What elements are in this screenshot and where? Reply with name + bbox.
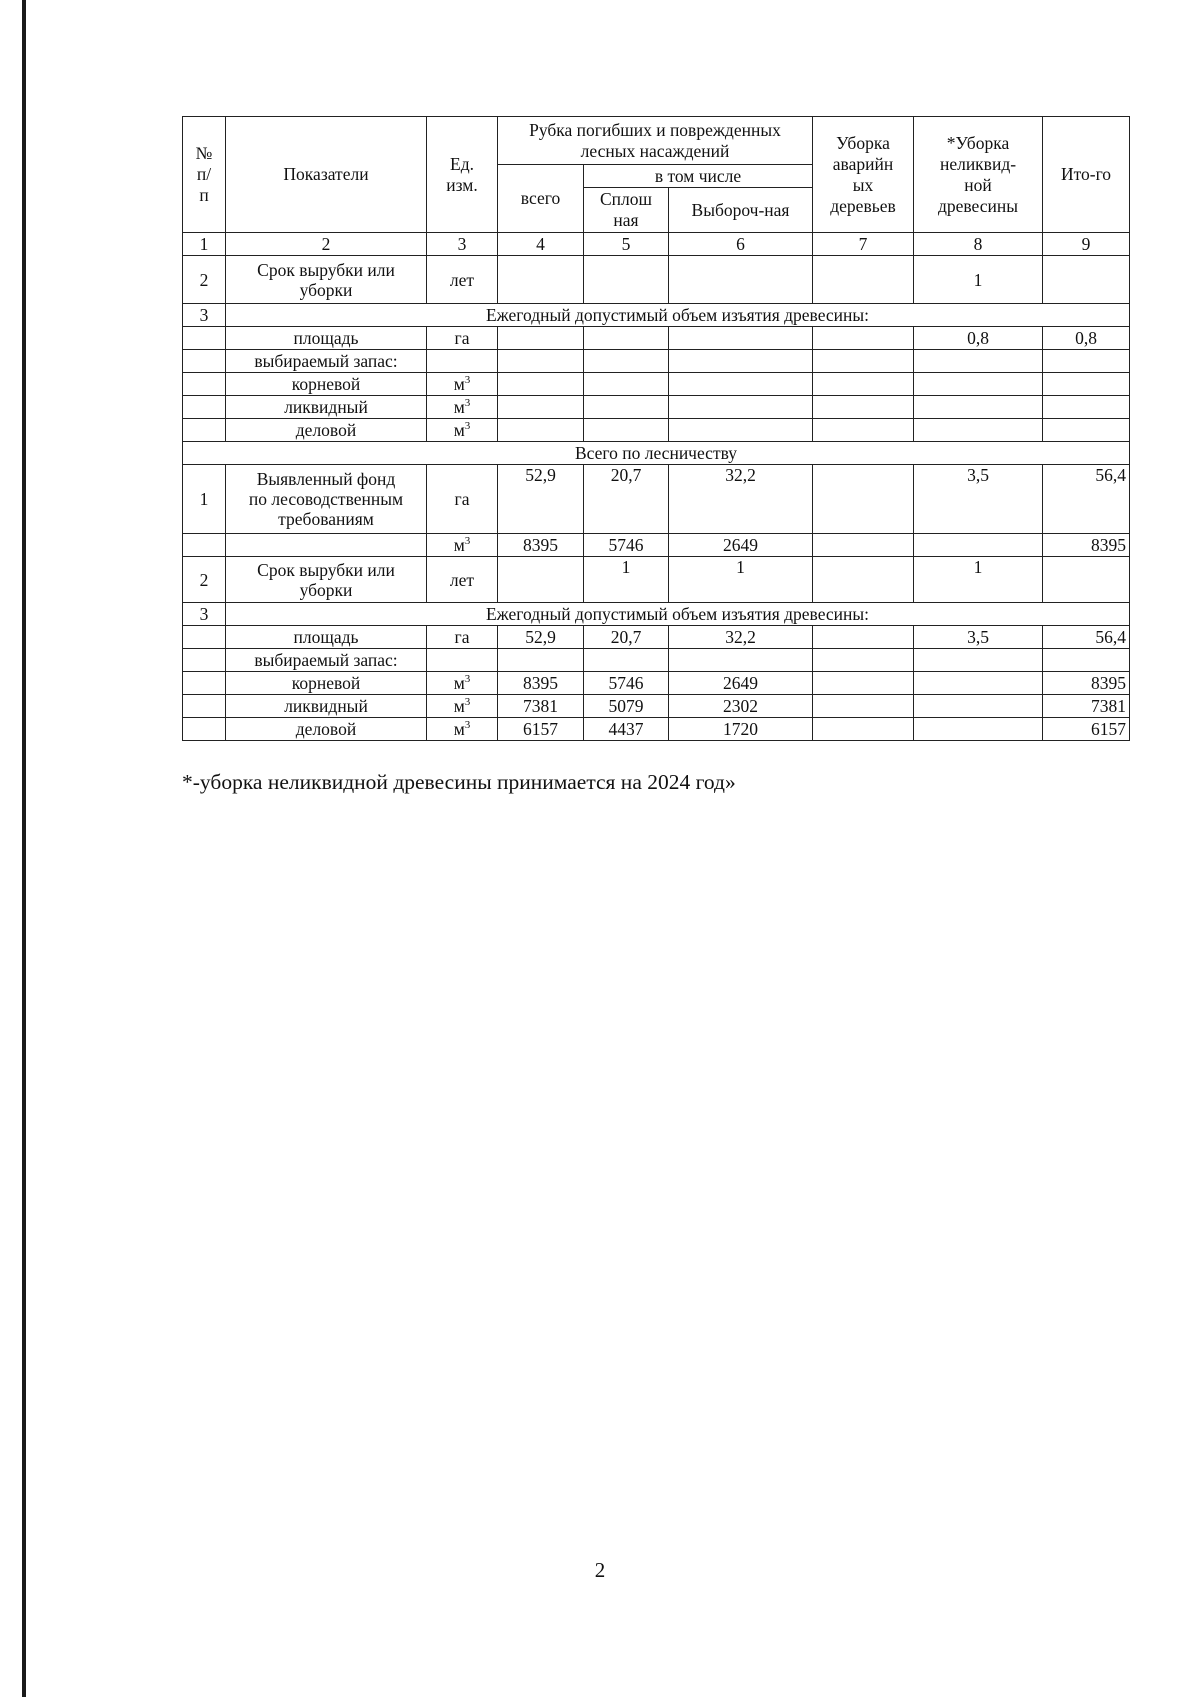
s2-annual-row xyxy=(183,603,1130,626)
s2-business-row xyxy=(183,718,1130,741)
s1-term-row xyxy=(183,256,1130,304)
cell-value: 5746 xyxy=(584,672,669,695)
s2-root-row xyxy=(183,672,1130,695)
cell-value: 2649 xyxy=(669,672,813,695)
column-number-row xyxy=(183,233,1130,256)
s2-stock-row xyxy=(183,649,1130,672)
total-title: Всего по лесничеству xyxy=(183,442,1130,465)
row-unit: га xyxy=(427,626,498,649)
header-illiquid: *Уборка неликвид- ной древесины xyxy=(914,117,1043,233)
row-num: 3 xyxy=(183,603,226,626)
colnum: 9 xyxy=(1043,233,1130,256)
s2-area-row xyxy=(183,626,1130,649)
row-label: деловой xyxy=(226,718,427,741)
scan-edge-line xyxy=(22,0,26,1697)
colnum: 5 xyxy=(584,233,669,256)
row-label: площадь xyxy=(226,327,427,350)
colnum: 7 xyxy=(813,233,914,256)
header-row-1 xyxy=(183,117,1130,165)
row-unit: $м^3$ xyxy=(427,718,498,741)
cell-value: 32,2 xyxy=(669,626,813,649)
colnum: 4 xyxy=(498,233,584,256)
row-label: выбираемый запас: xyxy=(226,350,427,373)
row-unit: га xyxy=(427,465,498,534)
header-sum: Ито-го xyxy=(1043,117,1130,233)
header-num: № п/ п xyxy=(183,117,226,233)
cell-value: 32,2 xyxy=(669,465,813,534)
row-unit: $м^3$ xyxy=(427,672,498,695)
row-label: Срок вырубки или уборки xyxy=(226,256,427,304)
header-including: в том числе xyxy=(584,165,813,188)
s2-fund-row xyxy=(183,465,1130,534)
s2-term-row xyxy=(183,557,1130,603)
cell-value: 7381 xyxy=(498,695,584,718)
cell-value xyxy=(1043,557,1130,603)
cell-c8: 1 xyxy=(914,256,1043,304)
colnum: 6 xyxy=(669,233,813,256)
s1-stock-row xyxy=(183,350,1130,373)
footnote: *-уборка неликвидной древесины принимается на 2024 год» xyxy=(182,770,736,794)
colnum: 1 xyxy=(183,233,226,256)
cell-value xyxy=(914,672,1043,695)
cell-value: 8395 xyxy=(1043,672,1130,695)
header-cutting-group: Рубка погибших и поврежденных лесных насаждений xyxy=(498,117,813,165)
row-label: Срок вырубки или уборки xyxy=(226,557,427,603)
cell-value: 1 xyxy=(669,557,813,603)
row-unit: $м^3$ xyxy=(427,419,498,442)
cell-value: 52,9 xyxy=(498,465,584,534)
row-label: выбираемый запас: xyxy=(226,649,427,672)
cell-value xyxy=(813,534,914,557)
cell-value: 6157 xyxy=(498,718,584,741)
cell-value xyxy=(813,557,914,603)
row-unit: га xyxy=(427,327,498,350)
s2-annual-label: Ежегодный допустимый объем изъятия древесины: xyxy=(226,603,1130,626)
cell-value xyxy=(914,718,1043,741)
row-label: ликвидный xyxy=(226,396,427,419)
cell-value: 8395 xyxy=(498,672,584,695)
colnum: 3 xyxy=(427,233,498,256)
cell-value: 3,5 xyxy=(914,465,1043,534)
cell-c8: 0,8 xyxy=(914,327,1043,350)
row-unit: лет xyxy=(427,557,498,603)
colnum: 8 xyxy=(914,233,1043,256)
cell-value: 2302 xyxy=(669,695,813,718)
row-unit: $м^3$ xyxy=(427,695,498,718)
row-unit: $м^3$ xyxy=(427,534,498,557)
s2-liquid-row xyxy=(183,695,1130,718)
cell-value xyxy=(914,534,1043,557)
row-unit: $м^3$ xyxy=(427,373,498,396)
header-total: всего xyxy=(498,165,584,233)
s1-business-row xyxy=(183,419,1130,442)
row-label: Выявленный фонд по лесоводственным требованиям xyxy=(226,465,427,534)
cell-value xyxy=(813,626,914,649)
cell-value: 4437 xyxy=(584,718,669,741)
cell-value: 5079 xyxy=(584,695,669,718)
s1-annual-label: Ежегодный допустимый объем изъятия древесины: xyxy=(226,304,1130,327)
cell-value: 8395 xyxy=(498,534,584,557)
row-num: 2 xyxy=(183,256,226,304)
cell-value: 1 xyxy=(584,557,669,603)
cell-value: 52,9 xyxy=(498,626,584,649)
cell-value: 20,7 xyxy=(584,626,669,649)
row-num: 3 xyxy=(183,304,226,327)
colnum: 2 xyxy=(226,233,427,256)
cell-c9: 0,8 xyxy=(1043,327,1130,350)
s1-root-row xyxy=(183,373,1130,396)
row-num: 1 xyxy=(183,465,226,534)
header-emergency: Уборка аварийн ых деревьев xyxy=(813,117,914,233)
row-label: ликвидный xyxy=(226,695,427,718)
header-indicators: Показатели xyxy=(226,117,427,233)
cell-value: 2649 xyxy=(669,534,813,557)
row-label: корневой xyxy=(226,672,427,695)
cell-value: 20,7 xyxy=(584,465,669,534)
row-label: корневой xyxy=(226,373,427,396)
cell-value xyxy=(813,672,914,695)
cell-value xyxy=(914,695,1043,718)
header-clear: Сплош ная xyxy=(584,188,669,233)
page-number: 2 xyxy=(594,1558,606,1582)
row-label: деловой xyxy=(226,419,427,442)
row-unit: $м^3$ xyxy=(427,396,498,419)
cell-value: 7381 xyxy=(1043,695,1130,718)
cell-value xyxy=(498,557,584,603)
s2-fund-m3-row xyxy=(183,534,1130,557)
cell-value xyxy=(813,718,914,741)
cell-value: 1 xyxy=(914,557,1043,603)
logging-volume-table-container xyxy=(182,116,1129,741)
s1-area-row xyxy=(183,327,1130,350)
row-num: 2 xyxy=(183,557,226,603)
total-title-row xyxy=(183,442,1130,465)
s1-annual-row xyxy=(183,304,1130,327)
cell-value: 3,5 xyxy=(914,626,1043,649)
row-unit: лет xyxy=(427,256,498,304)
cell-value: 6157 xyxy=(1043,718,1130,741)
cell-value xyxy=(813,465,914,534)
cell-value: 56,4 xyxy=(1043,626,1130,649)
cell-value xyxy=(813,695,914,718)
cell-value: 8395 xyxy=(1043,534,1130,557)
header-unit: Ед. изм. xyxy=(427,117,498,233)
cell-value: 1720 xyxy=(669,718,813,741)
s1-liquid-row xyxy=(183,396,1130,419)
cell-value: 5746 xyxy=(584,534,669,557)
header-selective: Выбороч-ная xyxy=(669,188,813,233)
logging-volume-table xyxy=(182,116,1130,741)
cell-value: 56,4 xyxy=(1043,465,1130,534)
row-label: площадь xyxy=(226,626,427,649)
